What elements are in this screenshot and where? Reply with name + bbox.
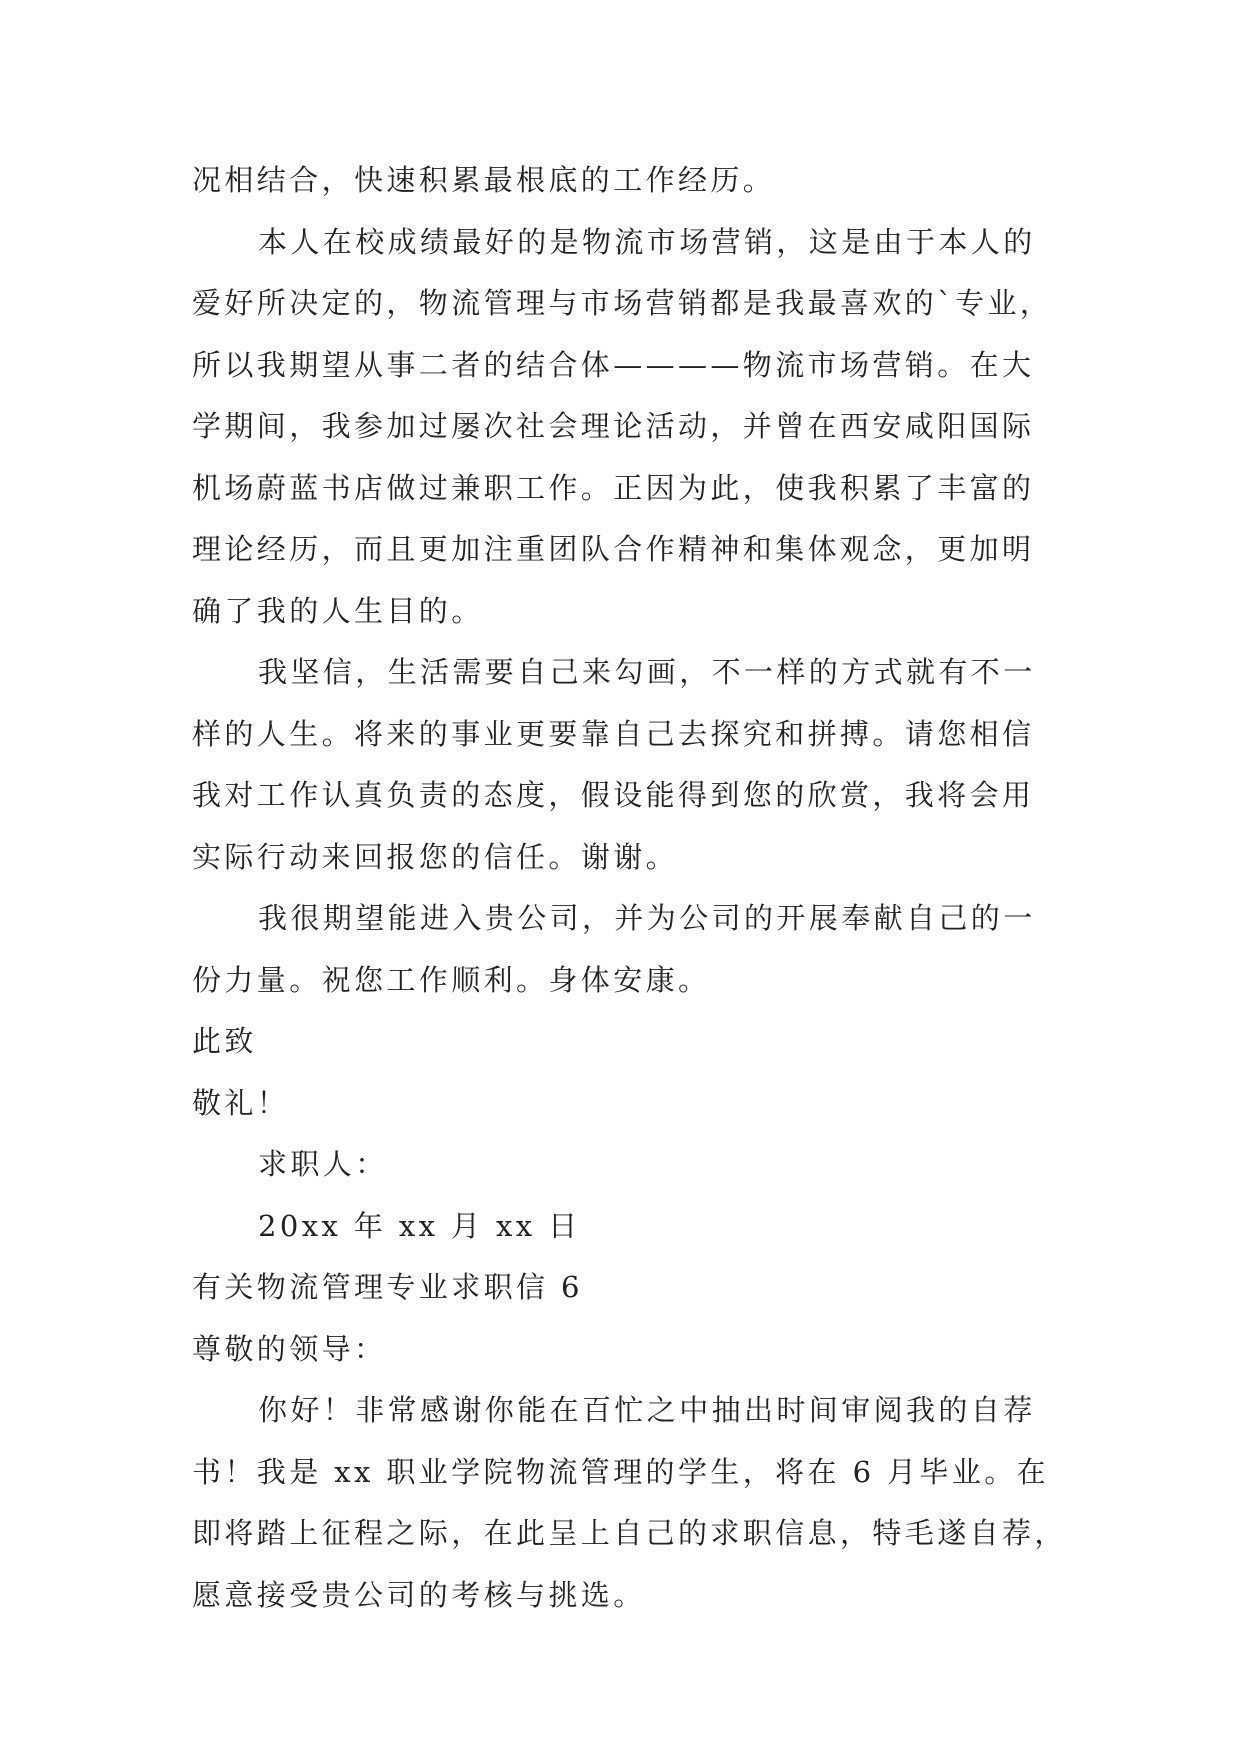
- text-line: 确了我的人生目的。: [192, 593, 484, 628]
- text-line: 况相结合，快速积累最根底的工作经历。: [192, 163, 776, 197]
- text-line: 机场蔚蓝书店做过兼职工作。正因为此，使我积累了丰富的: [192, 470, 1035, 505]
- text-line: 所以我期望从事二者的结合体————物流市场营销。在大: [192, 347, 1035, 382]
- text-line: 20xx 年 xx 月 xx 日: [258, 1208, 581, 1243]
- text-line: 即将踏上征程之际，在此呈上自己的求职信息，特毛遂自荐，: [192, 1516, 1067, 1550]
- document-body: [192, 150, 1072, 1626]
- text-line: 爱好所决定的，物流管理与市场营销都是我最喜欢的`专业，: [192, 286, 1053, 320]
- text-line: 敬礼！: [192, 1085, 290, 1120]
- text-line: 我坚信，生活需要自己来勾画，不一样的方式就有不一: [258, 655, 1036, 689]
- text-line: 份力量。祝您工作顺利。身体安康。: [192, 962, 711, 997]
- text-line: 实际行动来回报您的信任。谢谢。: [192, 839, 679, 874]
- text-line: 求职人：: [258, 1147, 388, 1181]
- text-line: 理论经历，而且更加注重团队合作精神和集体观念，更加明: [192, 532, 1035, 566]
- text-line: 我很期望能进入贵公司，并为公司的开展奉献自己的一: [258, 901, 1036, 935]
- text-line: 此致: [192, 1024, 257, 1058]
- text-line: 样的人生。将来的事业更要靠自己去探究和拼搏。请您相信: [192, 716, 1035, 751]
- text-line: 有关物流管理专业求职信 6: [192, 1270, 583, 1304]
- text-line: 尊敬的领导：: [192, 1331, 387, 1366]
- text-line: 学期间，我参加过屡次社会理论活动，并曾在西安咸阳国际: [192, 409, 1035, 443]
- text-line: 我对工作认真负责的态度，假设能得到您的欣赏，我将会用: [192, 778, 1035, 812]
- text-line: 书！我是 xx 职业学院物流管理的学生，将在 6 月毕业。在: [192, 1454, 1050, 1489]
- text-line: 愿意接受贵公司的考核与挑选。: [192, 1577, 646, 1612]
- text-line: 你好！非常感谢你能在百忙之中抽出时间审阅我的自荐: [258, 1393, 1036, 1427]
- text-line: 本人在校成绩最好的是物流市场营销，这是由于本人的: [258, 224, 1036, 259]
